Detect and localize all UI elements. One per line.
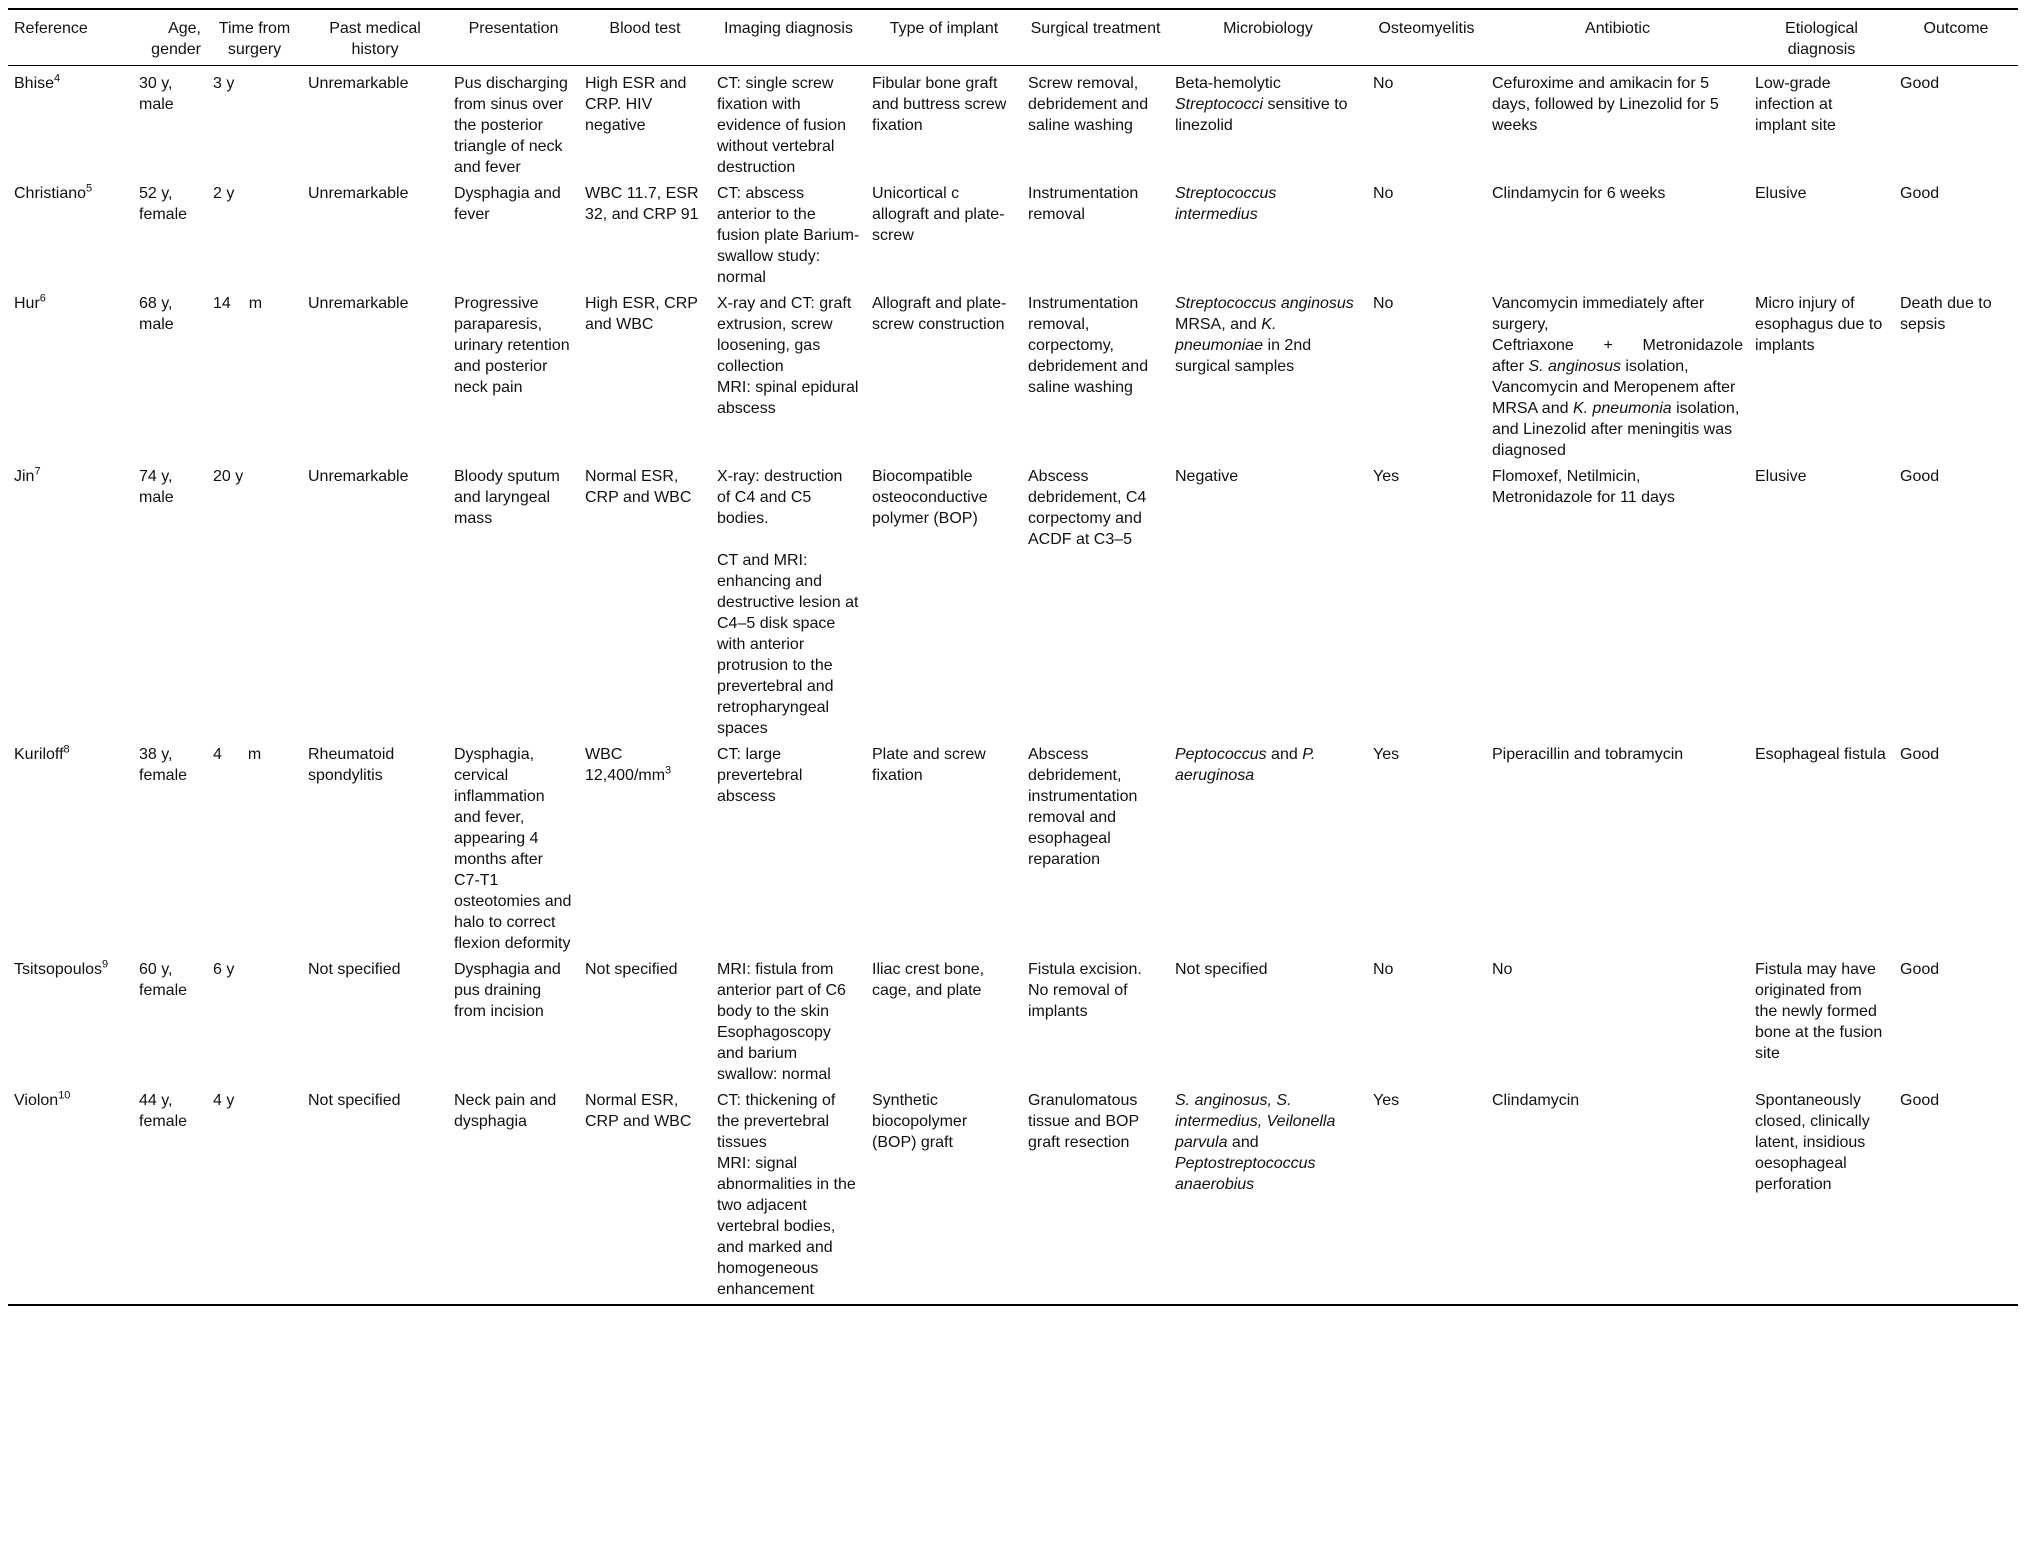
- reference-number: 8: [63, 743, 70, 756]
- cell-reference: [8, 66, 133, 181]
- reference-number: 9: [102, 958, 109, 971]
- micro-text: MRSA, and: [1175, 316, 1262, 333]
- cell-osteomyelitis: Yes: [1367, 1087, 1486, 1305]
- reference-name: Violon: [14, 1092, 59, 1109]
- cell-imaging: [711, 290, 866, 463]
- cell-outcome: Good: [1894, 1087, 2018, 1305]
- antibiotic-text: isolation, and Linezolid after meningitis was diagnosed: [1492, 400, 1740, 459]
- cell-reference: [8, 741, 133, 956]
- micro-text: and: [1266, 746, 1303, 763]
- cell-etiology: Fistula may have originated from the newly formed bone at the fusion site: [1755, 961, 1883, 1062]
- cell-osteomyelitis: No: [1373, 295, 1394, 312]
- cell-surgery: Screw removal, debridement and saline washing: [1028, 75, 1149, 134]
- cell-blood-test: Normal ESR, CRP and WBC: [585, 468, 692, 506]
- blood-superscript: 3: [665, 764, 672, 777]
- reference-number: 6: [39, 292, 46, 305]
- cell-osteomyelitis: Yes: [1373, 468, 1400, 485]
- antibiotic-text: after: [1492, 358, 1529, 375]
- micro-text: and: [1227, 1134, 1259, 1151]
- table-row: [8, 290, 2018, 463]
- table-row: [8, 1087, 2018, 1305]
- imaging-line: MRI: signal abnormalities in the two adjacent vertebral bodies, and marked and homogeneous enhancement: [717, 1155, 856, 1298]
- cell-presentation: Pus discharging from sinus over the posterior triangle of neck and fever: [454, 75, 568, 176]
- header-osteomyelitis: Osteomyelitis: [1367, 9, 1486, 66]
- header-past-medical-history: Past medical history: [302, 9, 448, 66]
- header-row: [8, 9, 2018, 66]
- cell-blood-test: [579, 741, 711, 956]
- micro-text: in 2nd surgical samples: [1175, 337, 1312, 375]
- cell-imaging: CT: abscess anterior to the fusion plate Barium-swallow study: normal: [717, 185, 860, 286]
- antibiotic-organism: K. pneumonia: [1572, 400, 1672, 417]
- cell-antibiotic: Clindamycin: [1486, 1087, 1749, 1305]
- cell-blood-test: Not specified: [585, 961, 678, 978]
- time-unit: m: [247, 746, 262, 763]
- table-row: [8, 463, 2018, 741]
- case-reports-table: [8, 8, 2018, 1306]
- antibiotic-organism: S. anginosus: [1528, 358, 1621, 375]
- reference-number: 7: [34, 465, 41, 478]
- cell-reference: [8, 180, 133, 290]
- reference-number: 4: [54, 72, 61, 85]
- cell-blood-test: High ESR, CRP and WBC: [585, 295, 698, 333]
- header-antibiotic: Antibiotic: [1486, 9, 1749, 66]
- cell-blood-test: WBC 11.7, ESR 32, and CRP 91: [585, 185, 699, 223]
- cell-osteomyelitis: Yes: [1373, 746, 1400, 763]
- time-unit: m: [248, 295, 263, 312]
- antibiotic-line: [1492, 356, 1743, 377]
- table-row: [8, 956, 2018, 1087]
- cell-implant: Fibular bone graft and buttress screw fixation: [872, 75, 1007, 134]
- cell-microbiology: [1169, 741, 1367, 956]
- cell-age-gender: 68 y, male: [139, 295, 174, 333]
- cell-surgery: Instrumentation removal, corpectomy, debridement and saline washing: [1028, 295, 1149, 396]
- cell-implant: Unicortical c allograft and plate-screw: [872, 185, 1005, 244]
- cell-outcome: Good: [1900, 746, 1940, 763]
- cell-history: Unremarkable: [308, 185, 409, 202]
- micro-organism: Peptococcus: [1175, 746, 1267, 763]
- cell-time: 4 y: [207, 1087, 302, 1305]
- header-presentation: Presentation: [448, 9, 579, 66]
- cell-microbiology: [1169, 66, 1367, 181]
- cell-surgery: Fistula excision. No removal of implants: [1028, 961, 1142, 1020]
- micro-organism: Streptococci: [1175, 96, 1264, 113]
- cell-presentation: Dysphagia, cervical inflammation and fever, appearing 4 months after C7-T1 osteotomies and halo to correct flexion deformity: [454, 746, 572, 952]
- cell-time: [207, 741, 302, 956]
- imaging-line: X-ray: destruction of C4 and C5 bodies.: [717, 468, 843, 527]
- cell-presentation: Bloody sputum and laryngeal mass: [454, 468, 560, 527]
- cell-etiology: Esophageal fistula: [1755, 746, 1886, 763]
- imaging-line: CT: thickening of the prevertebral tissues: [717, 1092, 836, 1151]
- cell-etiology: Micro injury of esophagus due to implants: [1755, 295, 1883, 354]
- reference-name: Bhise: [14, 75, 55, 92]
- cell-outcome: Good: [1900, 961, 1940, 978]
- header-outcome: Outcome: [1894, 9, 2018, 66]
- cell-imaging: CT: large prevertebral abscess: [717, 746, 803, 805]
- cell-microbiology: Negative: [1175, 468, 1239, 485]
- imaging-line: X-ray and CT: graft extrusion, screw loosening, gas collection: [717, 295, 852, 375]
- cell-microbiology: Streptococcus intermedius: [1175, 185, 1277, 223]
- reference-number: 10: [58, 1089, 71, 1102]
- cell-microbiology: Not specified: [1175, 961, 1268, 978]
- cell-reference: [8, 956, 133, 1087]
- cell-age-gender: 44 y, female: [133, 1087, 207, 1305]
- cell-reference: [8, 290, 133, 463]
- cell-surgery: Granulomatous tissue and BOP graft resection: [1022, 1087, 1169, 1305]
- cell-history: Unremarkable: [308, 75, 409, 92]
- cell-age-gender: 38 y, female: [139, 746, 188, 784]
- cell-time: 6 y: [213, 961, 235, 978]
- cell-osteomyelitis: No: [1373, 961, 1394, 978]
- cell-etiology: Elusive: [1755, 185, 1807, 202]
- antibiotic-text: isolation,: [1620, 358, 1689, 375]
- reference-name: Tsitsopoulos: [14, 961, 103, 978]
- cell-antibiotic: [1486, 290, 1749, 463]
- cell-microbiology: [1169, 1087, 1367, 1305]
- cell-imaging: [711, 463, 866, 741]
- micro-text: sensitive to linezolid: [1175, 96, 1348, 134]
- cell-outcome: Good: [1900, 185, 1940, 202]
- cell-imaging: MRI: fistula from anterior part of C6 body to the skin Esophagoscopy and barium swallow: normal: [717, 961, 846, 1083]
- time-value: 14: [213, 295, 231, 312]
- table-header: [8, 9, 2018, 66]
- header-etiological-diagnosis: Etiological diagnosis: [1749, 9, 1894, 66]
- cell-antibiotic: Piperacillin and tobramycin: [1492, 746, 1684, 763]
- header-blood-test: Blood test: [579, 9, 711, 66]
- micro-organism: S. anginosus, S. intermedius, Veilonella parvula: [1175, 1092, 1336, 1151]
- header-microbiology: Microbiology: [1169, 9, 1367, 66]
- cell-etiology: Elusive: [1755, 468, 1807, 485]
- micro-organism: Streptococcus anginosus: [1175, 295, 1354, 312]
- cell-history: Unremarkable: [308, 295, 409, 312]
- micro-text: Beta-hemolytic: [1175, 75, 1281, 92]
- reference-name: Jin: [14, 468, 35, 485]
- header-age-gender: Age, gender: [133, 9, 207, 66]
- cell-microbiology: [1169, 290, 1367, 463]
- header-time-from-surgery: Time from surgery: [207, 9, 302, 66]
- cell-time: 20 y: [213, 468, 244, 485]
- imaging-line: MRI: spinal epidural abscess: [717, 379, 859, 417]
- cell-time: [207, 290, 302, 463]
- cell-age-gender: 52 y, female: [139, 185, 188, 223]
- cell-implant: Synthetic biocopolymer (BOP) graft: [866, 1087, 1022, 1305]
- time-value: 4: [213, 746, 222, 763]
- cell-imaging: [711, 1087, 866, 1305]
- reference-name: Christiano: [14, 185, 87, 202]
- cell-etiology: Spontaneously closed, clinically latent, insidious oesophageal perforation: [1749, 1087, 1894, 1305]
- cell-presentation: Progressive paraparesis, urinary retention and posterior neck pain: [454, 295, 570, 396]
- cell-surgery: Instrumentation removal: [1028, 185, 1139, 223]
- antibiotic-line: [1492, 377, 1743, 461]
- reference-number: 5: [86, 182, 93, 195]
- case-table-container: [8, 8, 2018, 1306]
- header-imaging-diagnosis: Imaging diagnosis: [711, 9, 866, 66]
- cell-surgery: Abscess debridement, instrumentation removal and esophageal reparation: [1028, 746, 1138, 868]
- micro-organism: K. pneumoniae: [1175, 316, 1277, 354]
- cell-antibiotic: No: [1492, 961, 1513, 978]
- cell-time: 2 y: [213, 185, 235, 202]
- cell-osteomyelitis: No: [1373, 75, 1394, 92]
- table-row: [8, 180, 2018, 290]
- antibiotic-drug: Metronidazole: [1642, 337, 1743, 354]
- cell-history: Not specified: [302, 1087, 448, 1305]
- table-body: [8, 66, 2018, 1306]
- cell-presentation: Dysphagia and pus draining from incision: [454, 961, 561, 1020]
- cell-implant: Biocompatible osteoconductive polymer (BOP): [872, 468, 988, 527]
- cell-age-gender: 60 y, female: [139, 961, 188, 999]
- imaging-line: CT and MRI: enhancing and destructive lesion at C4–5 disk space with anterior protrusion to the prevertebral and retropharyngeal spaces: [717, 552, 859, 737]
- cell-blood-test: High ESR and CRP. HIV negative: [585, 75, 687, 134]
- cell-etiology: Low-grade infection at implant site: [1755, 75, 1836, 134]
- blood-text: WBC 12,400/mm: [585, 746, 666, 784]
- cell-outcome: Good: [1900, 468, 1940, 485]
- antibiotic-line: Vancomycin immediately after surgery,: [1492, 295, 1705, 333]
- antibiotic-text: Vancomycin and Meropenem after MRSA and: [1492, 379, 1736, 417]
- header-type-of-implant: Type of implant: [866, 9, 1022, 66]
- header-reference: Reference: [8, 9, 133, 66]
- cell-implant: Iliac crest bone, cage, and plate: [872, 961, 985, 999]
- reference-name: Hur: [14, 295, 40, 312]
- cell-implant: Plate and screw fixation: [872, 746, 986, 784]
- table-row: [8, 66, 2018, 181]
- cell-presentation: Dysphagia and fever: [454, 185, 561, 223]
- cell-reference: [8, 1087, 133, 1305]
- cell-outcome: Good: [1900, 75, 1940, 92]
- cell-antibiotic: Clindamycin for 6 weeks: [1492, 185, 1666, 202]
- cell-age-gender: 74 y, male: [139, 468, 174, 506]
- cell-imaging: CT: single screw fixation with evidence of fusion without vertebral destruction: [717, 75, 846, 176]
- cell-reference: [8, 463, 133, 741]
- cell-implant: Allograft and plate-screw construction: [872, 295, 1007, 333]
- cell-antibiotic: Cefuroxime and amikacin for 5 days, followed by Linezolid for 5 weeks: [1492, 75, 1719, 134]
- header-surgical-treatment: Surgical treatment: [1022, 9, 1169, 66]
- cell-history: Unremarkable: [308, 468, 409, 485]
- cell-antibiotic: Flomoxef, Netilmicin, Metronidazole for 11 days: [1492, 468, 1675, 506]
- paragraph-gap: [717, 529, 860, 550]
- antibiotic-plus: +: [1603, 337, 1613, 354]
- cell-time: 3 y: [213, 75, 235, 92]
- cell-history: Not specified: [308, 961, 401, 978]
- cell-outcome: Death due to sepsis: [1900, 295, 1992, 333]
- cell-history: Rheumatoid spondylitis: [308, 746, 395, 784]
- antibiotic-line: [1492, 335, 1743, 356]
- table-row: [8, 741, 2018, 956]
- antibiotic-drug: Ceftriaxone: [1492, 337, 1574, 354]
- cell-blood-test: Normal ESR, CRP and WBC: [579, 1087, 711, 1305]
- micro-organism: P. aeruginosa: [1175, 746, 1316, 784]
- cell-presentation: Neck pain and dysphagia: [448, 1087, 579, 1305]
- cell-surgery: Abscess debridement, C4 corpectomy and ACDF at C3–5: [1028, 468, 1147, 548]
- micro-organism: Peptostreptococcus anaerobius: [1175, 1155, 1316, 1193]
- reference-name: Kuriloff: [14, 746, 64, 763]
- cell-osteomyelitis: No: [1373, 185, 1394, 202]
- cell-age-gender: 30 y, male: [139, 75, 174, 113]
